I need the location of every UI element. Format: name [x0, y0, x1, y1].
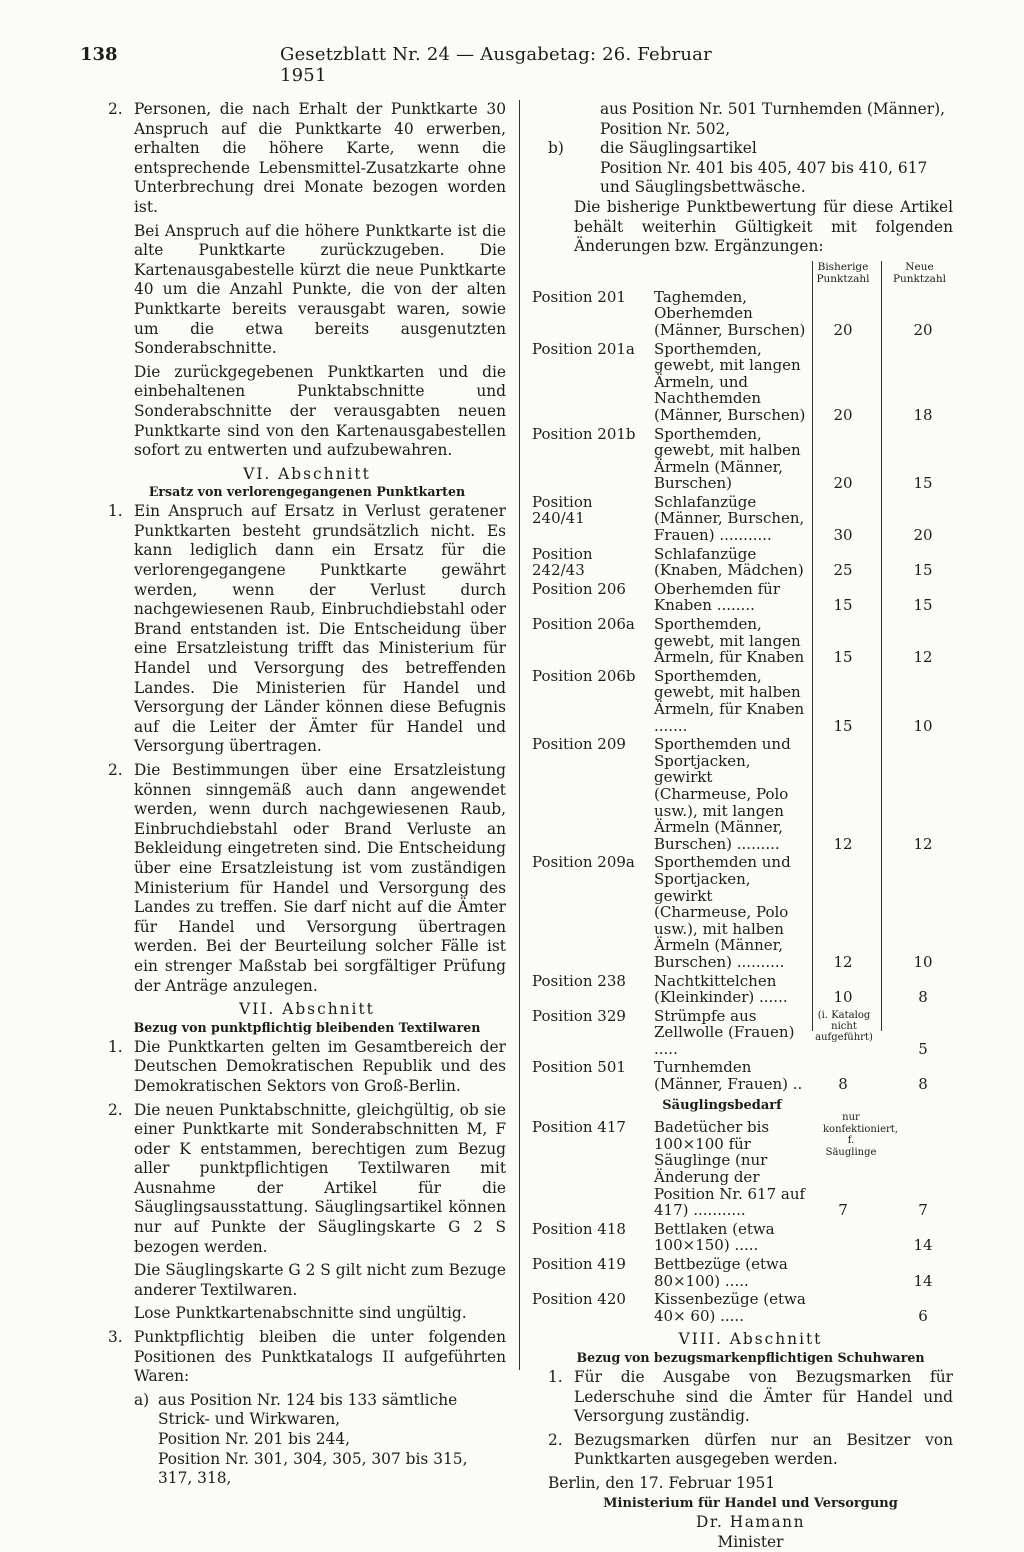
item-1: [108, 502, 506, 757]
new-points: 15: [913, 596, 933, 615]
position-label: Position 206a: [532, 615, 635, 634]
old-points: 15: [833, 596, 853, 615]
item-1: [108, 1038, 506, 1097]
position-label: Position 201a: [532, 339, 635, 358]
old-points: 20: [833, 474, 853, 493]
item-number: 1.: [108, 1037, 123, 1056]
new-points: 20: [913, 320, 933, 339]
item-description: Sporthemden, gewebt, mit halben Ärmeln, für Knaben .......: [654, 666, 805, 735]
item-description: Turnhemden (Männer, Frauen) ..: [654, 1058, 803, 1094]
new-points: 14: [913, 1236, 933, 1255]
item-description: Kissenbezüge (etwa 40× 60) .....: [654, 1290, 806, 1325]
new-points: 8: [918, 988, 928, 1007]
table-row: [532, 1006, 953, 1058]
paragraph: Punktpflichtig bleiben die unter folgenden Positionen des Punktkatalogs II aufgeführten Waren:: [134, 1328, 506, 1386]
column-divider: [519, 100, 520, 1370]
paragraph: Personen, die nach Erhalt der Punktkarte 30 Anspruch auf die Punktkarte 40 erwerben, erhalten die höhere Karte, wenn die entsprechende Lebensmittel-Zusatzkarte ohne Unterbrechung drei Monate bezogen worden ist.: [134, 100, 506, 216]
item-3: [108, 1328, 506, 1387]
section-subtitle: Bezug von punktpflichtig bleibenden Textilwaren: [133, 1019, 481, 1035]
item-description: Bettlaken (etwa 100×150) .....: [654, 1219, 775, 1255]
old-points: 7: [838, 1201, 848, 1220]
new-points: 15: [913, 474, 933, 493]
new-points: 5: [918, 1039, 928, 1058]
table-row: [532, 1289, 953, 1324]
item-description: Bettbezüge (etwa 80×100) .....: [654, 1255, 788, 1290]
new-points: 10: [913, 716, 933, 735]
section-title: VII. Abschnitt: [239, 1000, 375, 1019]
table-body-baby: [532, 1117, 953, 1324]
item-2: [108, 100, 506, 461]
item-description: Schlafanzüge (Knaben, Mädchen): [654, 544, 804, 580]
text-line: Position Nr. 301, 304, 305, 307 bis 315, 317, 318,: [158, 1449, 468, 1488]
item-number: 1.: [108, 502, 123, 521]
position-label: Position 201b: [532, 424, 636, 443]
old-points: 12: [833, 952, 853, 971]
text-line: aus Position Nr. 501 Turnhemden (Männer),: [600, 100, 946, 118]
section-title: VIII. Abschnitt: [678, 1330, 823, 1349]
item-description: Sporthemden, gewebt, mit halben Ärmeln (Männer, Burschen): [654, 424, 801, 493]
position-label: Position 201: [532, 287, 626, 306]
item-number: 2.: [548, 1430, 563, 1449]
item-number: 2.: [108, 1100, 123, 1119]
section-subtitle: Ersatz von verlorengegangenen Punktkarten: [148, 484, 466, 500]
signer-name: Dr. Hamann: [696, 1513, 805, 1532]
new-points: 6: [918, 1306, 928, 1325]
position-label: Position 419: [532, 1255, 626, 1273]
position-label: Position 206b: [532, 666, 636, 685]
position-label: Position 242/43: [532, 544, 593, 580]
table-row: [532, 734, 953, 852]
item-description: Badetücher bis 100×100 für Säuglinge (nur Änderung der Position Nr. 617 auf 417) ...........: [654, 1118, 806, 1220]
table-row: [532, 544, 953, 579]
item-description: Oberhemden für Knaben ........: [654, 579, 780, 615]
old-points: 15: [833, 716, 853, 735]
text-line: und Säuglingsbettwäsche.: [600, 178, 806, 197]
table-row: [532, 971, 953, 1006]
position-label: Position 329: [532, 1006, 626, 1025]
table-row: [532, 614, 953, 666]
item-1: [548, 1368, 953, 1427]
paragraph: Die neuen Punktabschnitte, gleichgültig, ob sie einer Punktkarte mit Sonderabschnitten M, F oder K entstammen, berechtigen zum Bezug aller punktpflichtigen Textilwaren mit Ausnahme der Artikel für die Säuglingsausstattung. Säuglingsartikel können nur auf Punkte der Säuglingskarte G 2 S bezogen werden.: [134, 1100, 506, 1256]
page-header: [80, 44, 740, 86]
table-row: [532, 1057, 953, 1092]
paragraph: aus Position Nr. 124 bis 133 sämtliche Strick- und Wirkwaren,: [158, 1390, 458, 1429]
table-row: [532, 1219, 953, 1254]
table-row: [532, 579, 953, 614]
section-subtitle: Bezug von bezugsmarkenpflichtigen Schuhwaren: [576, 1349, 925, 1365]
item-description: Sporthemden, gewebt, mit langen Ärmeln, für Knaben: [654, 615, 805, 667]
new-points: 10: [913, 952, 933, 971]
paragraph: Ein Anspruch auf Ersatz in Verlust geratener Punktkarten besteht grundsätzlich nicht. Es kann lediglich dann ein Ersatz für die verlorengegangene Punktkarte gewährt werden, wenn der Verlust durch nachgewiesenen Raub, Einbruchdiebstahl oder Brand entstanden ist. Die Entscheidung über eine Ersatzleistung trifft das Ministerium für Handel und Versorgung des betreffenden Landes. Die Ministerien für Handel und Versorgung der Länder können diese Befugnis auf die Leiter der Ämter für Handel und Versorgung übertragen.: [134, 502, 506, 756]
paragraph: Die zurückgegebenen Punktkarten und die einbehaltenen Punktabschnitte und Sonderabschnitte der verausgabten neuen Punktkarte sind von den Kartenausgabestellen sofort zu entwerten und aufzubewahren.: [134, 362, 506, 460]
old-points: 12: [833, 834, 853, 853]
new-points: 20: [913, 526, 933, 545]
paragraph: Bezugsmarken dürfen nur an Besitzer von Punktkarten ausgegeben werden.: [574, 1430, 953, 1469]
table-row: [532, 852, 953, 970]
table-row: [532, 666, 953, 734]
ministry-name: Ministerium für Handel und Versorgung: [603, 1495, 898, 1511]
old-points: 30: [833, 526, 853, 545]
position-label: Position 238: [532, 971, 626, 990]
position-label: Position 418: [532, 1219, 626, 1238]
position-label: Position 501: [532, 1058, 626, 1077]
text-line: Position Nr. 401 bis 405, 407 bis 410, 617: [600, 158, 928, 177]
new-points: 15: [913, 561, 933, 580]
header-old-points: Bisherige Punktzahl: [816, 260, 870, 285]
item-2: [108, 761, 506, 996]
new-points: 7: [918, 1201, 928, 1220]
paragraph: Bei Anspruch auf die höhere Punktkarte ist die alte Punktkarte zurückzugeben. Die Kartenausgabestelle kürzt die neue Punktkarte 40 um die Anzahl Punkte, die von der alten Punktkarte bereits verausgabt waren, sowie um die etwa bereits ausgenutzten Sonderabschnitte.: [134, 221, 506, 358]
paragraph: Lose Punktkartenabschnitte sind ungültig.: [134, 1304, 467, 1323]
page-title: Gesetzblatt Nr. 24 — Ausgabetag: 26. Februar 1951: [280, 44, 712, 86]
text-line: Position Nr. 201 bis 244,: [158, 1430, 351, 1448]
item-number: 1.: [548, 1367, 563, 1386]
right-column: [532, 100, 953, 1552]
old-points: 20: [833, 320, 853, 339]
page-number: 138: [80, 44, 118, 65]
new-points: 12: [913, 834, 933, 853]
left-column: [108, 100, 506, 1489]
item-number: 3.: [108, 1328, 123, 1347]
old-points: 15: [833, 648, 853, 667]
item-description: Taghemden, Oberhemden (Männer, Burschen): [654, 287, 806, 339]
new-points: 18: [913, 405, 933, 424]
new-points: 12: [913, 648, 933, 667]
text-line: Position Nr. 502,: [600, 119, 731, 138]
table-row: [532, 1254, 953, 1289]
item-description: Strümpfe aus Zellwolle (Frauen) .....: [654, 1006, 795, 1058]
paragraph: Die Bestimmungen über eine Ersatzleistung können sinngemäß auch dann angewendet werden, wenn durch nachgewiesenen Raub, Einbruchdiebstahl oder Brand Verluste an Bekleidung eingetreten sind. Die Entscheidung über eine Ersatzleistung ist vom zuständigen Ministerium für Handel und Versorgung des Landes zu treffen. Sie darf nicht auf die Ämter für Handel und Versorgung übertragen werden. Bei der Beurteilung solcher Fälle ist ein strenger Maßstab bei sorgfältiger Prüfung der Anträge anzulegen.: [134, 761, 506, 995]
sub-item-label: a): [134, 1390, 150, 1409]
item-description: Nachtkittelchen (Kleinkinder) ......: [654, 971, 788, 1007]
item-number: 2.: [108, 100, 123, 118]
item-description: Sporthemden, gewebt, mit langen Ärmeln, und Nachthemden (Männer, Burschen): [654, 339, 806, 424]
old-points: 20: [833, 405, 853, 424]
position-label: Position 206: [532, 579, 626, 598]
new-points: 8: [918, 1075, 928, 1094]
paragraph: Die Punktkarten gelten im Gesamtbereich der Deutschen Demokratischen Republik und des Demokratischen Sektors von Groß-Berlin.: [134, 1037, 506, 1095]
position-label: Position 420: [532, 1290, 626, 1309]
paragraph: Die Säuglingskarte G 2 S gilt nicht zum Bezuge anderer Textilwaren.: [134, 1261, 506, 1299]
item-number: 2.: [108, 761, 123, 779]
table-row: [532, 492, 953, 544]
text-line: die Säuglingsartikel: [600, 139, 757, 158]
paragraph: Die bisherige Punktbewertung für diese Artikel behält weiterhin Gültigkeit mit folgenden Änderungen bzw. Ergänzungen:: [574, 197, 953, 256]
item-description: Sporthemden und Sportjacken, gewirkt (Charmeuse, Polo usw.), mit halben Ärmeln (Männer, Burschen) ..........: [654, 853, 791, 971]
new-points: 14: [913, 1271, 933, 1290]
header-new-points: Neue Punktzahl: [892, 260, 947, 285]
position-label: Position 209: [532, 735, 626, 754]
position-label: Position 240/41: [532, 492, 593, 528]
table-header: [532, 261, 953, 287]
sub-item-a: [134, 1391, 506, 1489]
table-row: [532, 339, 953, 424]
position-label: Position 417: [532, 1118, 626, 1137]
sub-item-b: [548, 139, 953, 198]
old-points-note: (i. Katalog nicht aufgeführt): [815, 1009, 873, 1043]
old-points: 8: [838, 1075, 848, 1094]
item-2: [548, 1431, 953, 1470]
table-subheading: Säuglingsbedarf: [662, 1097, 782, 1113]
points-table: [532, 261, 953, 1325]
position-label: Position 209a: [532, 853, 635, 872]
old-points: 25: [833, 561, 853, 580]
table-body: [532, 287, 953, 1093]
section-title: VI. Abschnitt: [243, 464, 371, 483]
paragraph: Für die Ausgabe von Bezugsmarken für Lederschuhe sind die Ämter für Handel und Versorgung zuständig.: [574, 1367, 953, 1426]
brace-note: nur konfektioniert, f. Säuglinge: [823, 1112, 898, 1158]
signer-role: Minister: [717, 1532, 784, 1551]
old-points: 10: [833, 988, 853, 1007]
date-line: Berlin, den 17. Februar 1951: [548, 1473, 776, 1492]
item-2: [108, 1101, 506, 1325]
item-description: Schlafanzüge (Männer, Burschen, Frauen) ...........: [654, 492, 805, 545]
sub-item-label: b): [548, 139, 564, 158]
table-row: [532, 424, 953, 492]
item-description: Sporthemden und Sportjacken, gewirkt (Charmeuse, Polo usw.), mit langen Ärmeln (Männer, Burschen) .........: [654, 735, 791, 853]
table-row: [532, 287, 953, 339]
